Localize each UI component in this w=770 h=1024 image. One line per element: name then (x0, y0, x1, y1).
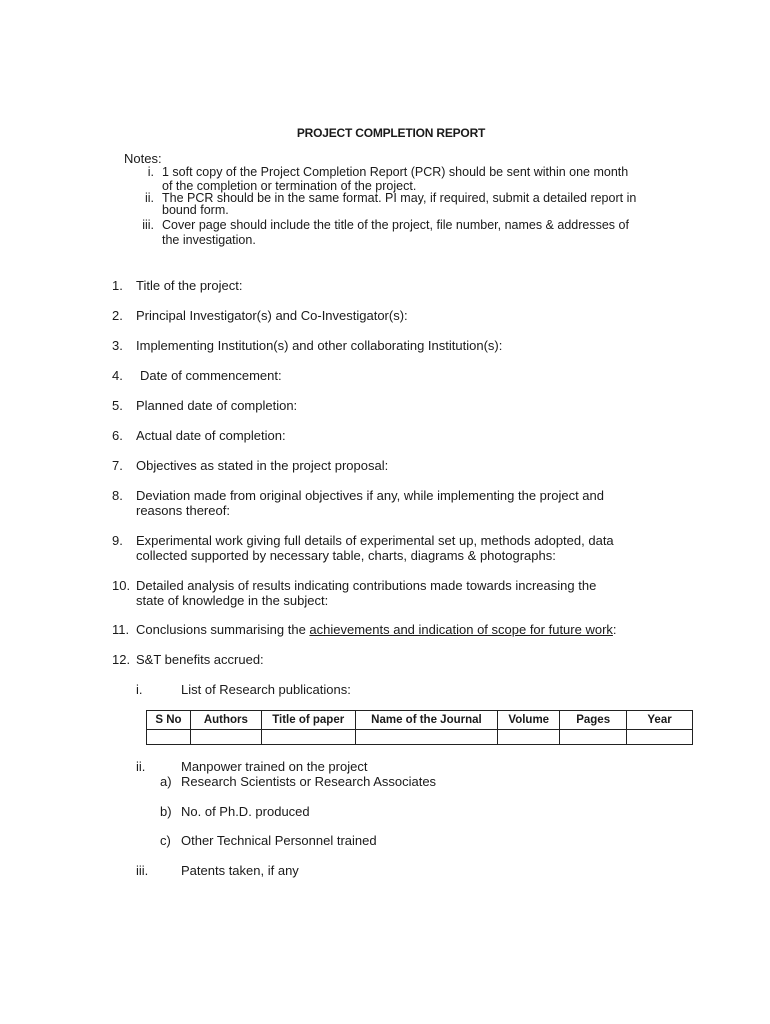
manpower-item: No. of Ph.D. produced (181, 804, 310, 819)
column-header: Authors (190, 711, 261, 730)
sub-number: iii. (136, 863, 149, 878)
patents-label: Patents taken, if any (181, 863, 299, 878)
table-cell (627, 730, 693, 745)
column-header: Volume (498, 711, 560, 730)
table-header-row (147, 711, 693, 730)
column-header: Name of the Journal (355, 711, 498, 730)
table-cell (498, 730, 560, 745)
note-number: i. (147, 165, 154, 179)
column-header: S No (147, 711, 191, 730)
notes-label: Notes: (124, 151, 162, 166)
table-cell (355, 730, 498, 745)
page-title: PROJECT COMPLETION REPORT (296, 126, 486, 140)
sub-number: i. (136, 682, 143, 697)
manpower-item: Research Scientists or Research Associates (181, 774, 437, 789)
table-cell (147, 730, 191, 745)
publications-table (146, 710, 693, 745)
note-number: iii. (142, 218, 154, 232)
sub-letter: b) (160, 804, 172, 819)
note-text: 1 soft copy of the Project Completion Report (PCR) should be sent within one month of the completion or termination of the project. (162, 165, 629, 193)
column-header: Pages (560, 711, 627, 730)
note-item (124, 192, 694, 220)
manpower-label: Manpower trained on the project (181, 759, 368, 774)
note-item (124, 218, 694, 248)
table-cell (190, 730, 261, 745)
column-header: Title of paper (261, 711, 355, 730)
table-row (147, 730, 693, 745)
note-number: ii. (144, 191, 154, 205)
sub-letter: c) (160, 833, 171, 848)
note-text: Cover page should include the title of the project, file number, names & addresses of the investigation. (162, 218, 629, 247)
publications-label: List of Research publications: (181, 682, 351, 697)
manpower-item: Other Technical Personnel trained (181, 833, 377, 848)
table-cell (560, 730, 627, 745)
underlined-phrase: achievements and indication of scope for future work (309, 622, 613, 637)
document-page: PROJECT COMPLETION REPORT Notes: i. 1 soft copy of the Project Completion Report (PCR) should be sent within one month of the completion or termination of the project. ii. The PCR should be in the same format. PI may, if required, submit a detailed report in bound form. iii. Cover page should include the title of the project, file number, names & addresses of the investigation. 1. Title of the project: 2. Principal Investigator(s) and Co-Investigator(s): 3. Implementing Institution(s) and other collaborating Institution(s): 4. Date of commencement: 5. Planned date of completion: 6. Actual date of completion: 7. Objectives as stated in the project proposal: 8. Deviation made from original objectives if any, while implementing the project and reasons thereof: 9. Experimental work giving full details of experimental set up, methods adopted, data collected supported by necessary table, charts, diagrams & photographs: 10. Detailed analysis of results indicating contributions made towards increasing the state of knowledge in the subject: 11. Conclusions summarising the achievements and indication of scope for future work: 12. S&T benefits accrued: i. List of Research publications: S No Authors Title of paper Name of the Journal Volume Pages Year ii. Manpower trained on the project a) Research Scientists or Research Associates b) No. of Ph.D. produced c) Other Technical Personnel trained iii. Patents taken, if any (0, 0, 770, 1024)
column-header: Year (627, 711, 693, 730)
sub-letter: a) (160, 774, 172, 789)
table-cell (261, 730, 355, 745)
sub-number: ii. (136, 759, 146, 774)
note-text: The PCR should be in the same format. PI may, if required, submit a detailed report in bound form. (162, 191, 637, 217)
